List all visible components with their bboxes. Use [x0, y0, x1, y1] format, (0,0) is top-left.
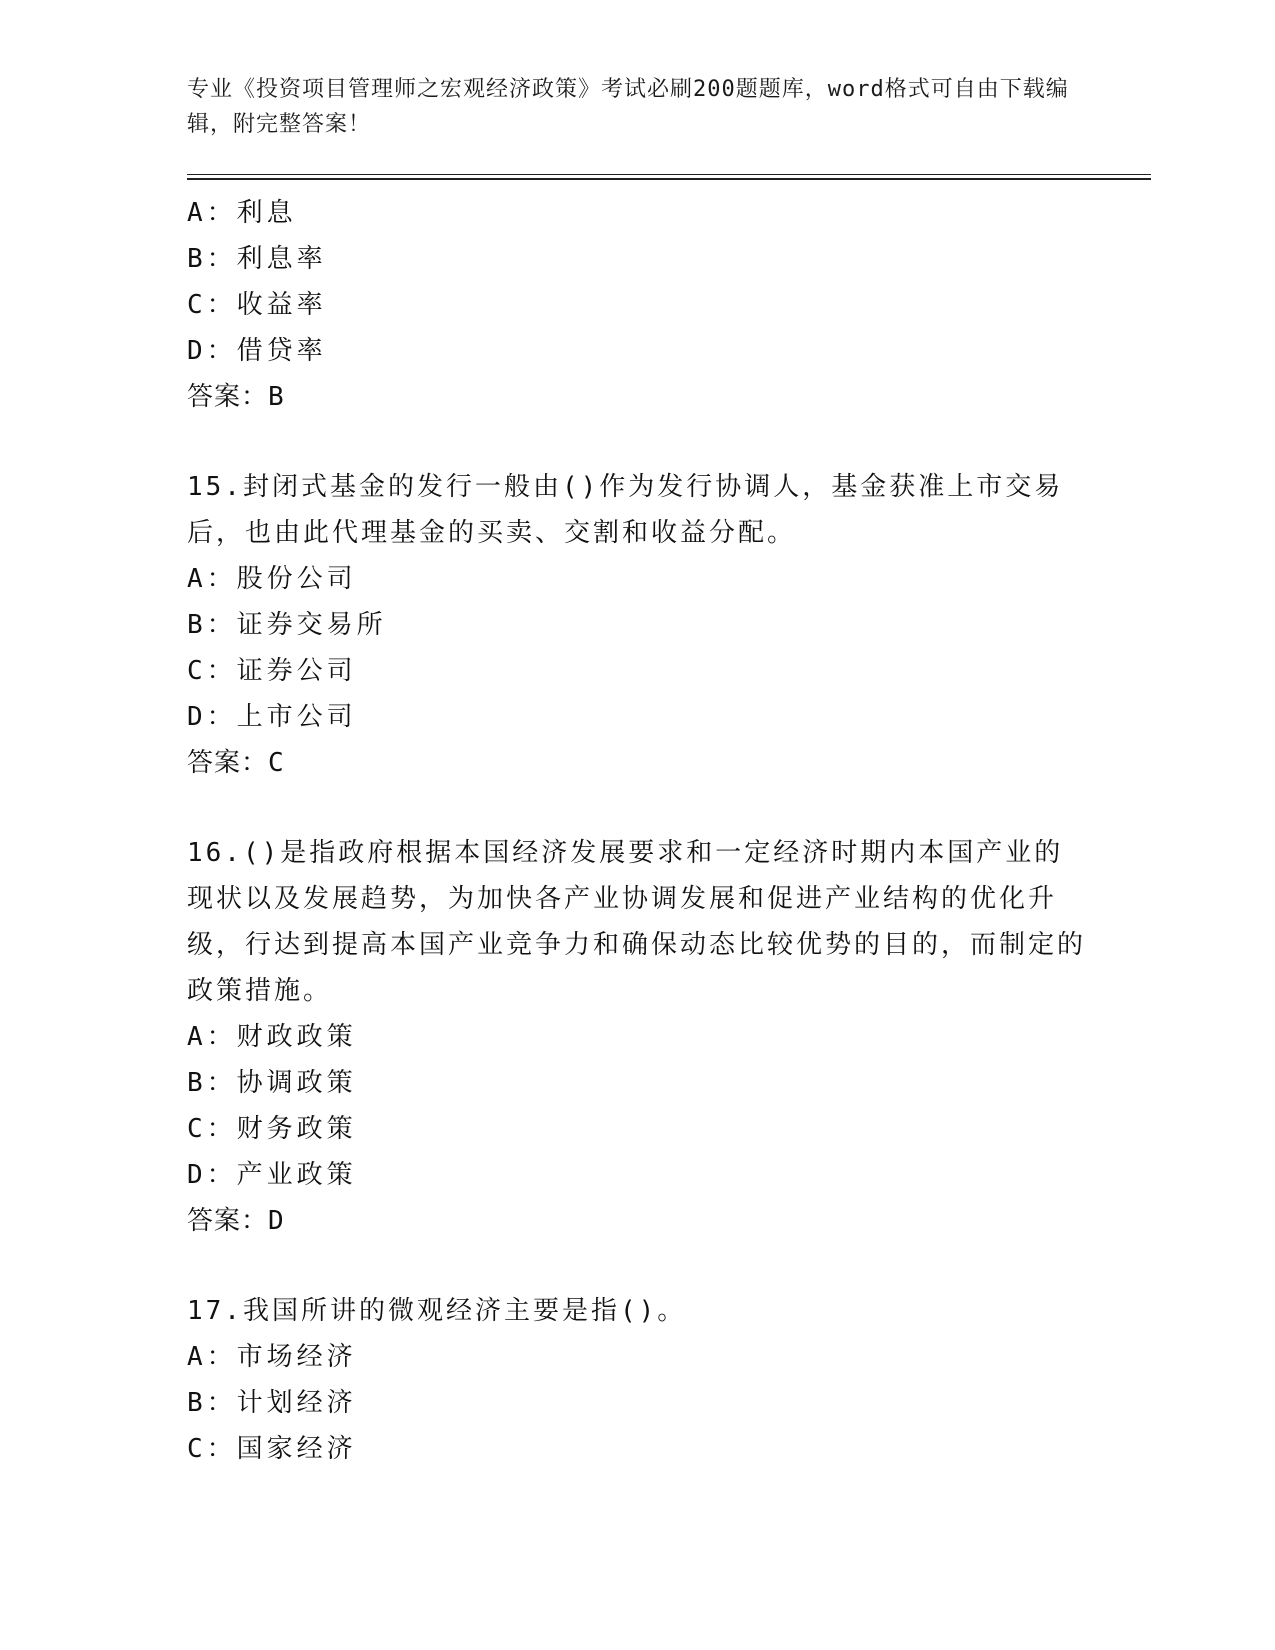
- answer-line: 答案：C: [187, 748, 285, 778]
- option-a: A：市场经济: [187, 1342, 357, 1372]
- option-a: A：利息: [187, 198, 297, 228]
- option-b: B：利息率: [187, 244, 327, 274]
- option-a: A：财政政策: [187, 1022, 357, 1052]
- header-rule-thick: [187, 178, 1151, 180]
- option-d: D：产业政策: [187, 1160, 357, 1190]
- question-block-17: [187, 1288, 1087, 1472]
- option-b: B：协调政策: [187, 1068, 357, 1098]
- answer-line: 答案：D: [187, 1206, 285, 1236]
- question-block-15: [187, 464, 1087, 786]
- question-block-16: [187, 830, 1087, 1244]
- option-c: C：证券公司: [187, 656, 357, 686]
- option-c: C：财务政策: [187, 1114, 357, 1144]
- document-header: 专业《投资项目管理师之宏观经济政策》考试必刷200题题库，word格式可自由下载编辑，附完整答案！: [187, 77, 1069, 137]
- option-c: C：收益率: [187, 290, 327, 320]
- option-b: B：计划经济: [187, 1388, 357, 1418]
- header-rule-thin: [187, 174, 1151, 175]
- question-text: 17.我国所讲的微观经济主要是指()。: [187, 1296, 687, 1326]
- option-a: A：股份公司: [187, 564, 357, 594]
- answer-line: 答案：B: [187, 382, 285, 412]
- question-list: [187, 190, 1087, 1472]
- option-d: D：借贷率: [187, 336, 327, 366]
- option-b: B：证券交易所: [187, 610, 387, 640]
- question-text: 15.封闭式基金的发行一般由()作为发行协调人，基金获准上市交易后，也由此代理基金的买卖、交割和收益分配。: [187, 472, 1064, 548]
- question-text: 16.()是指政府根据本国经济发展要求和一定经济时期内本国产业的现状以及发展趋势，为加快各产业协调发展和促进产业结构的优化升级，行达到提高本国产业竞争力和确保动态比较优势的目的，而制定的政策措施。: [187, 838, 1087, 1006]
- option-c: C：国家经济: [187, 1434, 357, 1464]
- option-d: D：上市公司: [187, 702, 357, 732]
- question-block-14: [187, 190, 1087, 420]
